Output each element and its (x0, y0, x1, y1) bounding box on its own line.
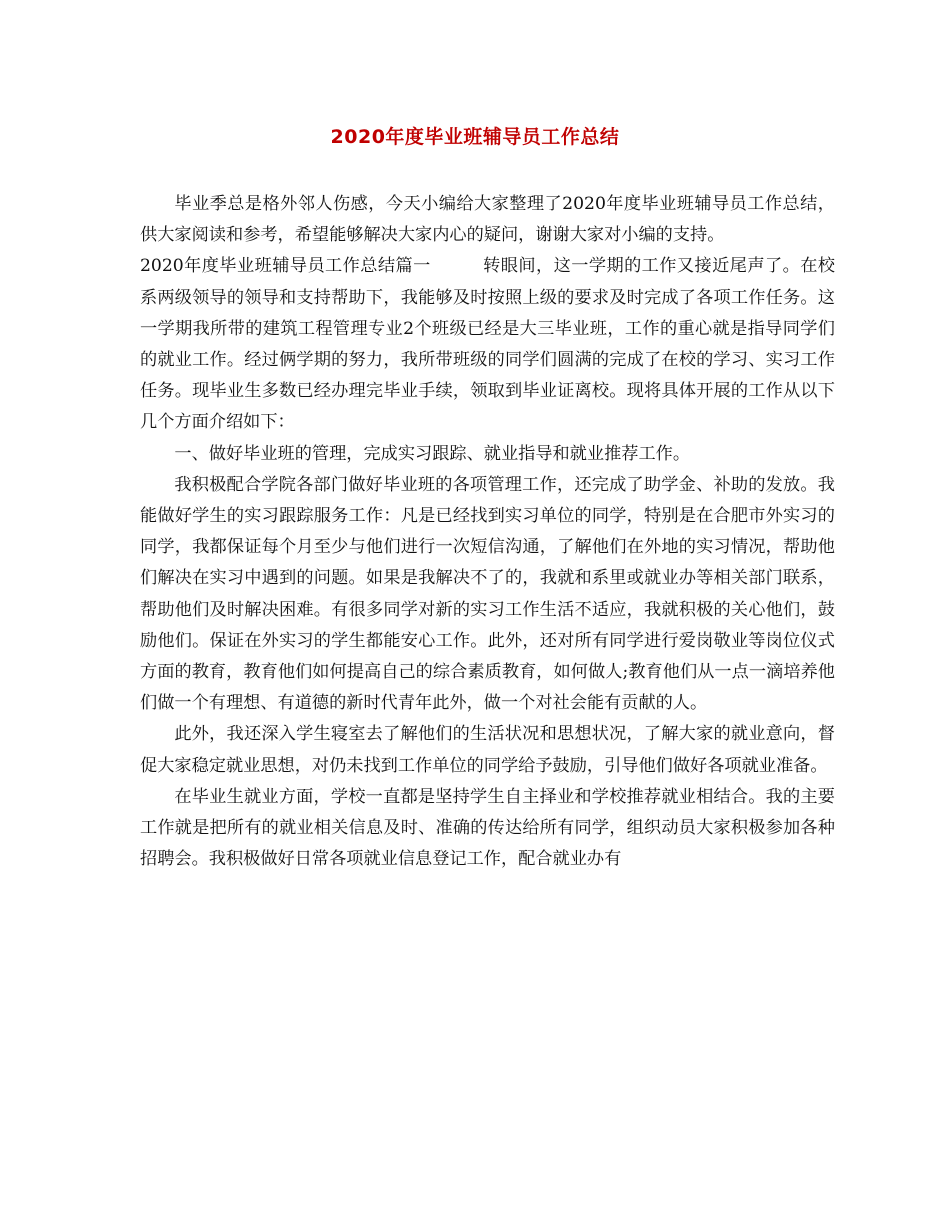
paragraph-3: 此外，我还深入学生寝室去了解他们的生活状况和思想状况，了解大家的就业意向，督促大家稳定就业思想，对仍未找到工作单位的同学给予鼓励，引导他们做好各项就业准备。 (140, 724, 835, 776)
section-lead: 转眼间，这一学期的工作又接近尾声了。在校系两级领导的领导和支持帮助下，我能够及时按照上级的要求及时完成了各项工作任务。这一学期我所带的建筑工程管理专业2个班级已经是大三毕业班，工作的重心就是指导同学们的就业工作。经过俩学期的努力，我所带班级的同学们圆满的完成了在校的学习、实习工作任务。现毕业生多数已经办理完毕业手续，领取到毕业证离校。现将具体开展的工作从以下几个方面介绍如下： (140, 256, 835, 433)
paragraph-2: 我积极配合学院各部门做好毕业班的各项管理工作，还完成了助学金、补助的发放。我能做好学生的实习跟踪服务工作：凡是已经找到实习单位的同学，特别是在合肥市外实习的同学，我都保证每个月至少与他们进行一次短信沟通，了解他们在外地的实习情况，帮助他们解决在实习中遇到的问题。如果是我解决不了的，我就和系里或就业办等相关部门联系，帮助他们及时解决困难。有很多同学对新的实习工作生活不适应，我就积极的关心他们，鼓励他们。保证在外实习的学生都能安心工作。此外，还对所有同学进行爱岗敬业等岗位仪式方面的教育，教育他们如何提高自己的综合素质教育，如何做人;教育他们从一点一滴培养他们做一个有理想、有道德的新时代青年此外，做一个对社会能有贡献的人。 (140, 474, 835, 714)
section-heading: 2020年度毕业班辅导员工作总结篇一 (140, 256, 431, 277)
section-paragraph (140, 251, 835, 438)
paragraph-4: 在毕业生就业方面，学校一直都是坚持学生自主择业和学校推荐就业相结合。我的主要工作就是把所有的就业相关信息及时、准确的传达给所有同学，组织动员大家积极参加各种招聘会。我积极做好日常各项就业信息登记工作，配合就业办有 (140, 786, 835, 870)
document-body (140, 189, 835, 875)
intro-paragraph: 毕业季总是格外邻人伤感，今天小编给大家整理了2020年度毕业班辅导员工作总结，供大家阅读和参考，希望能够解决大家内心的疑问，谢谢大家对小编的支持。 (140, 194, 835, 246)
paragraph-1: 一、做好毕业班的管理，完成实习跟踪、就业指导和就业推荐工作。 (174, 443, 691, 464)
document-title: 2020年度毕业班辅导员工作总结 (330, 126, 620, 148)
